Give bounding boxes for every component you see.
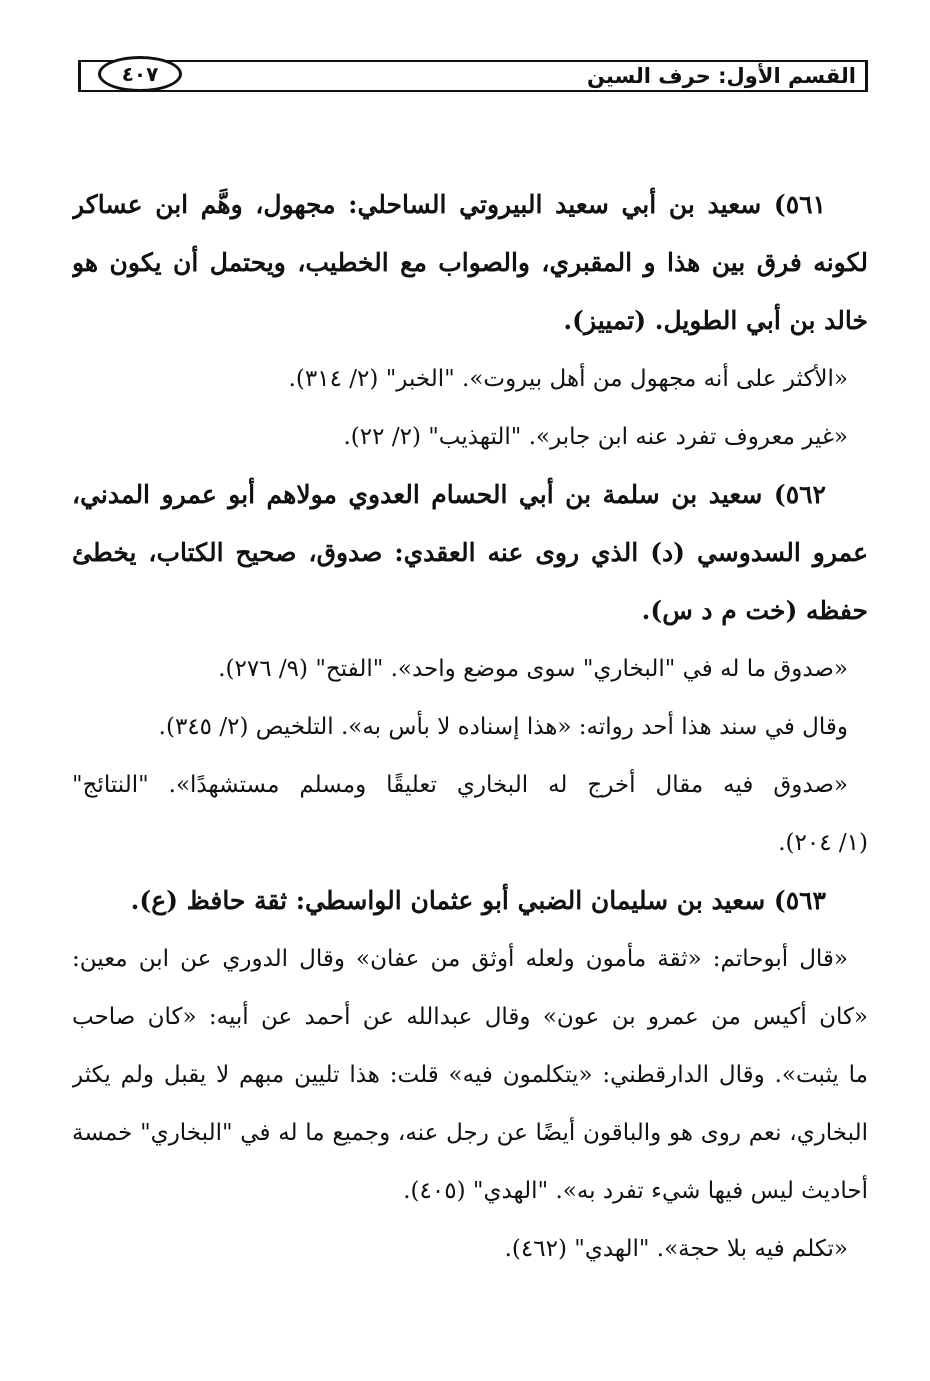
entry-561-line-3: خالد بن أبي الطويل. (تمييز). — [563, 306, 868, 335]
quote-line: «غير معروف تفرد عنه ابن جابر». "التهذيب" (٢/ ٢٢). — [343, 424, 848, 450]
entry-561-line-1: ٥٦١) سعيد بن أبي سعيد البيروتي الساحلي: مجهول، وهَّم ابن عساكر — [72, 190, 826, 219]
section-title: القسم الأول: حرف السين — [587, 64, 856, 88]
quote-line: «تكلم فيه بلا حجة». "الهدي" (٤٦٢). — [504, 1236, 848, 1262]
quote-line: أحاديث ليس فيها شيء تفرد به». "الهدي" (٤٠٥). — [403, 1178, 868, 1204]
quote-line: ما يثبت». وقال الدارقطني: «يتكلمون فيه» قلت: هذا تليين مبهم لا يقبل ولم يكثر — [72, 1062, 868, 1088]
running-header — [78, 54, 868, 98]
quote-line: وقال في سند هذا أحد رواته: «هذا إسناده لا بأس به». التلخيص (٢/ ٣٤٥). — [158, 714, 848, 740]
quote-line: «صدوق ما له في "البخاري" سوى موضع واحد». "الفتح" (٩/ ٢٧٦). — [218, 656, 848, 682]
page-body — [72, 176, 868, 1278]
page-number: ٤٠٧ — [98, 56, 182, 92]
entry-562-line-1: ٥٦٢) سعيد بن سلمة بن أبي الحسام العدوي مولاهم أبو عمرو المدني، — [72, 480, 826, 509]
entry-561-line-2: لكونه فرق بين هذا و المقبري، والصواب مع الخطيب، ويحتمل أن يكون هو — [72, 248, 868, 277]
entry-562-line-2: عمرو السدوسي (د) الذي روى عنه العقدي: صدوق، صحيح الكتاب، يخطئ — [72, 538, 868, 567]
entry-563-line-1: ٥٦٣) سعيد بن سليمان الضبي أبو عثمان الواسطي: ثقة حافظ (ع). — [130, 886, 826, 915]
quote-line: «كان أكيس من عمرو بن عون» وقال عبدالله عن أحمد عن أبيه: «كان صاحب — [72, 1004, 868, 1030]
quote-line: «قال أبوحاتم: «ثقة مأمون ولعله أوثق من عفان» وقال الدوري عن ابن معين: — [72, 946, 848, 972]
quote-line: (١/ ٢٠٤). — [778, 830, 868, 856]
quote-line: «الأكثر على أنه مجهول من أهل بيروت». "الخبر" (٢/ ٣١٤). — [288, 366, 848, 392]
entry-562-line-3: حفظه (خت م د س). — [641, 596, 868, 625]
quote-line: البخاري، نعم روى هو والباقون أيضًا عن رجل عنه، وجميع ما له في "البخاري" خمسة — [72, 1120, 868, 1146]
quote-line: «صدوق فيه مقال أخرج له البخاري تعليقًا ومسلم مستشهدًا». "النتائج" — [72, 772, 848, 798]
